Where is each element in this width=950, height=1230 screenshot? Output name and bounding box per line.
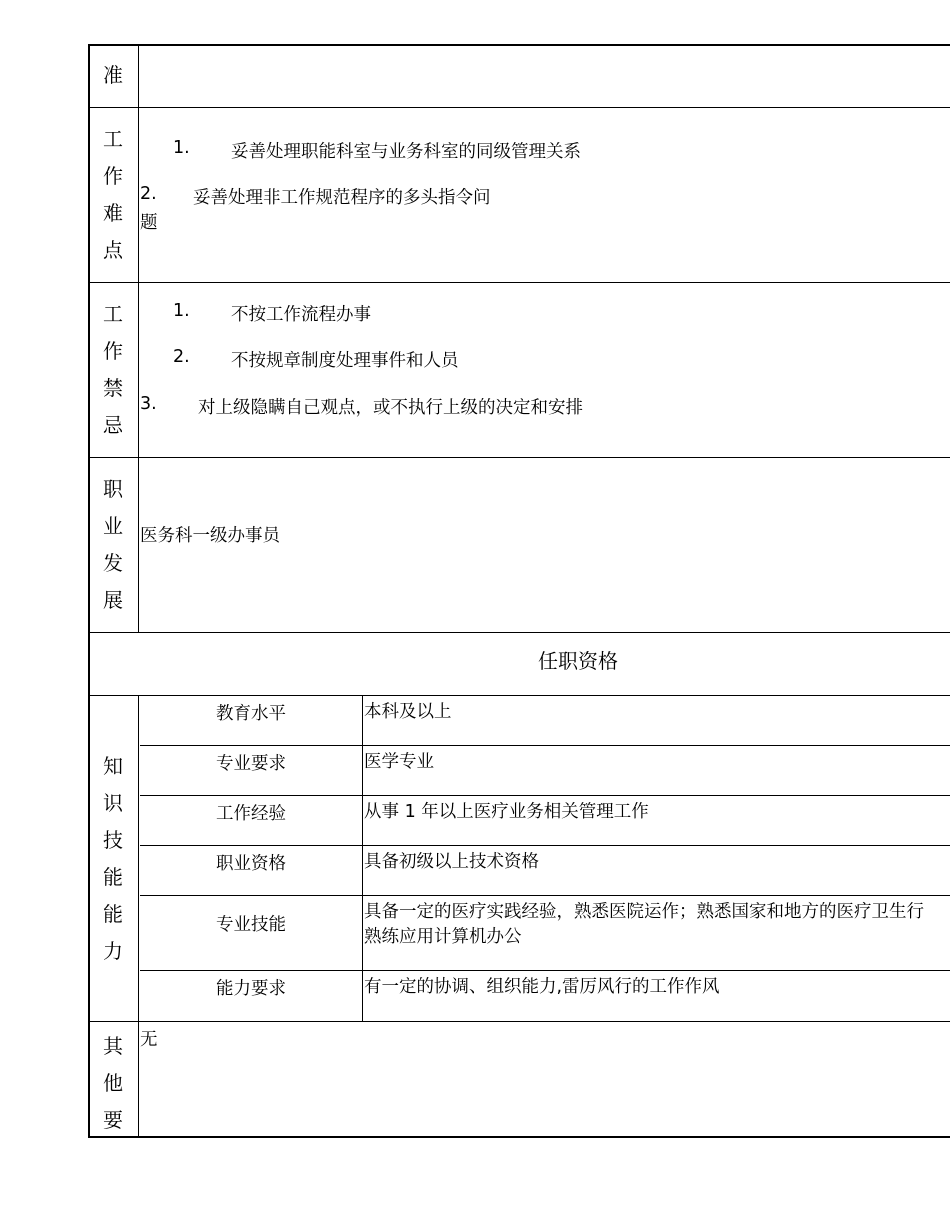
knowledge-row-major <box>140 746 950 796</box>
knowledge-row-education <box>140 696 950 746</box>
row-content-career <box>140 458 950 632</box>
knowledge-value: 本科及以上 <box>364 702 452 722</box>
knowledge-key: 专业要求 <box>140 746 363 795</box>
knowledge-row-experience <box>140 796 950 846</box>
row-knowledge <box>88 696 950 1022</box>
knowledge-key: 职业资格 <box>140 846 363 895</box>
qualification-header: 任职资格 <box>538 649 618 673</box>
knowledge-row-certification <box>140 846 950 896</box>
row-label-difficulties: 工作难点 <box>88 108 139 282</box>
row-content-taboos <box>140 283 950 457</box>
row-label-knowledge: 知识技能能力 <box>88 696 139 1021</box>
row-difficulties <box>88 108 950 283</box>
row-career <box>88 458 950 633</box>
row-content-other <box>140 1022 950 1138</box>
list-item-text: 不按规章制度处理事件和人员 <box>231 351 459 371</box>
list-item-text: 妥善处理非工作规范程序的多头指令问 <box>193 188 491 208</box>
knowledge-key: 能力要求 <box>140 971 363 1022</box>
knowledge-value: 有一定的协调、组织能力,雷厉风行的工作作风 <box>364 977 720 997</box>
knowledge-value: 医学专业 <box>364 752 434 772</box>
knowledge-key: 工作经验 <box>140 796 363 845</box>
list-item-number: 2. <box>140 184 157 204</box>
list-item-text: 对上级隐瞒自己观点，或不执行上级的决定和安排 <box>198 398 583 418</box>
list-item-number: 1. <box>173 301 190 321</box>
knowledge-row-skills <box>140 896 950 971</box>
list-item-text: 不按工作流程办事 <box>231 305 371 325</box>
knowledge-key: 教育水平 <box>140 696 363 745</box>
list-item-text-wrap: 题 <box>140 213 158 233</box>
row-label-zhun: 准 <box>88 44 139 107</box>
knowledge-value <box>364 896 950 970</box>
row-label-taboos: 工作禁忌 <box>88 283 139 457</box>
row-content-zhun <box>140 44 950 107</box>
knowledge-value: 从事 1 年以上医疗业务相关管理工作 <box>364 802 649 822</box>
row-other <box>88 1022 950 1138</box>
knowledge-value-line2: 熟练应用计算机办公 <box>364 927 522 947</box>
knowledge-row-ability <box>140 971 950 1022</box>
list-item-number: 3. <box>140 394 157 414</box>
list-item-number: 1. <box>173 138 190 158</box>
knowledge-value-line1: 具备一定的医疗实践经验，熟悉医院运作；熟悉国家和地方的医疗卫生行 <box>364 902 924 922</box>
other-text: 无 <box>140 1030 158 1050</box>
row-label-career: 职业发展 <box>88 458 139 632</box>
knowledge-key: 专业技能 <box>140 896 363 970</box>
row-label-other: 其他要 <box>88 1022 139 1138</box>
list-item-number: 2. <box>173 347 190 367</box>
career-text: 医务科一级办事员 <box>140 526 280 546</box>
knowledge-value: 具备初级以上技术资格 <box>364 852 539 872</box>
row-taboos <box>88 283 950 458</box>
list-item-text: 妥善处理职能科室与业务科室的同级管理关系 <box>231 142 581 162</box>
qualification-header-row <box>88 633 950 696</box>
row-content-difficulties <box>140 108 950 282</box>
row-zhun <box>88 44 950 108</box>
